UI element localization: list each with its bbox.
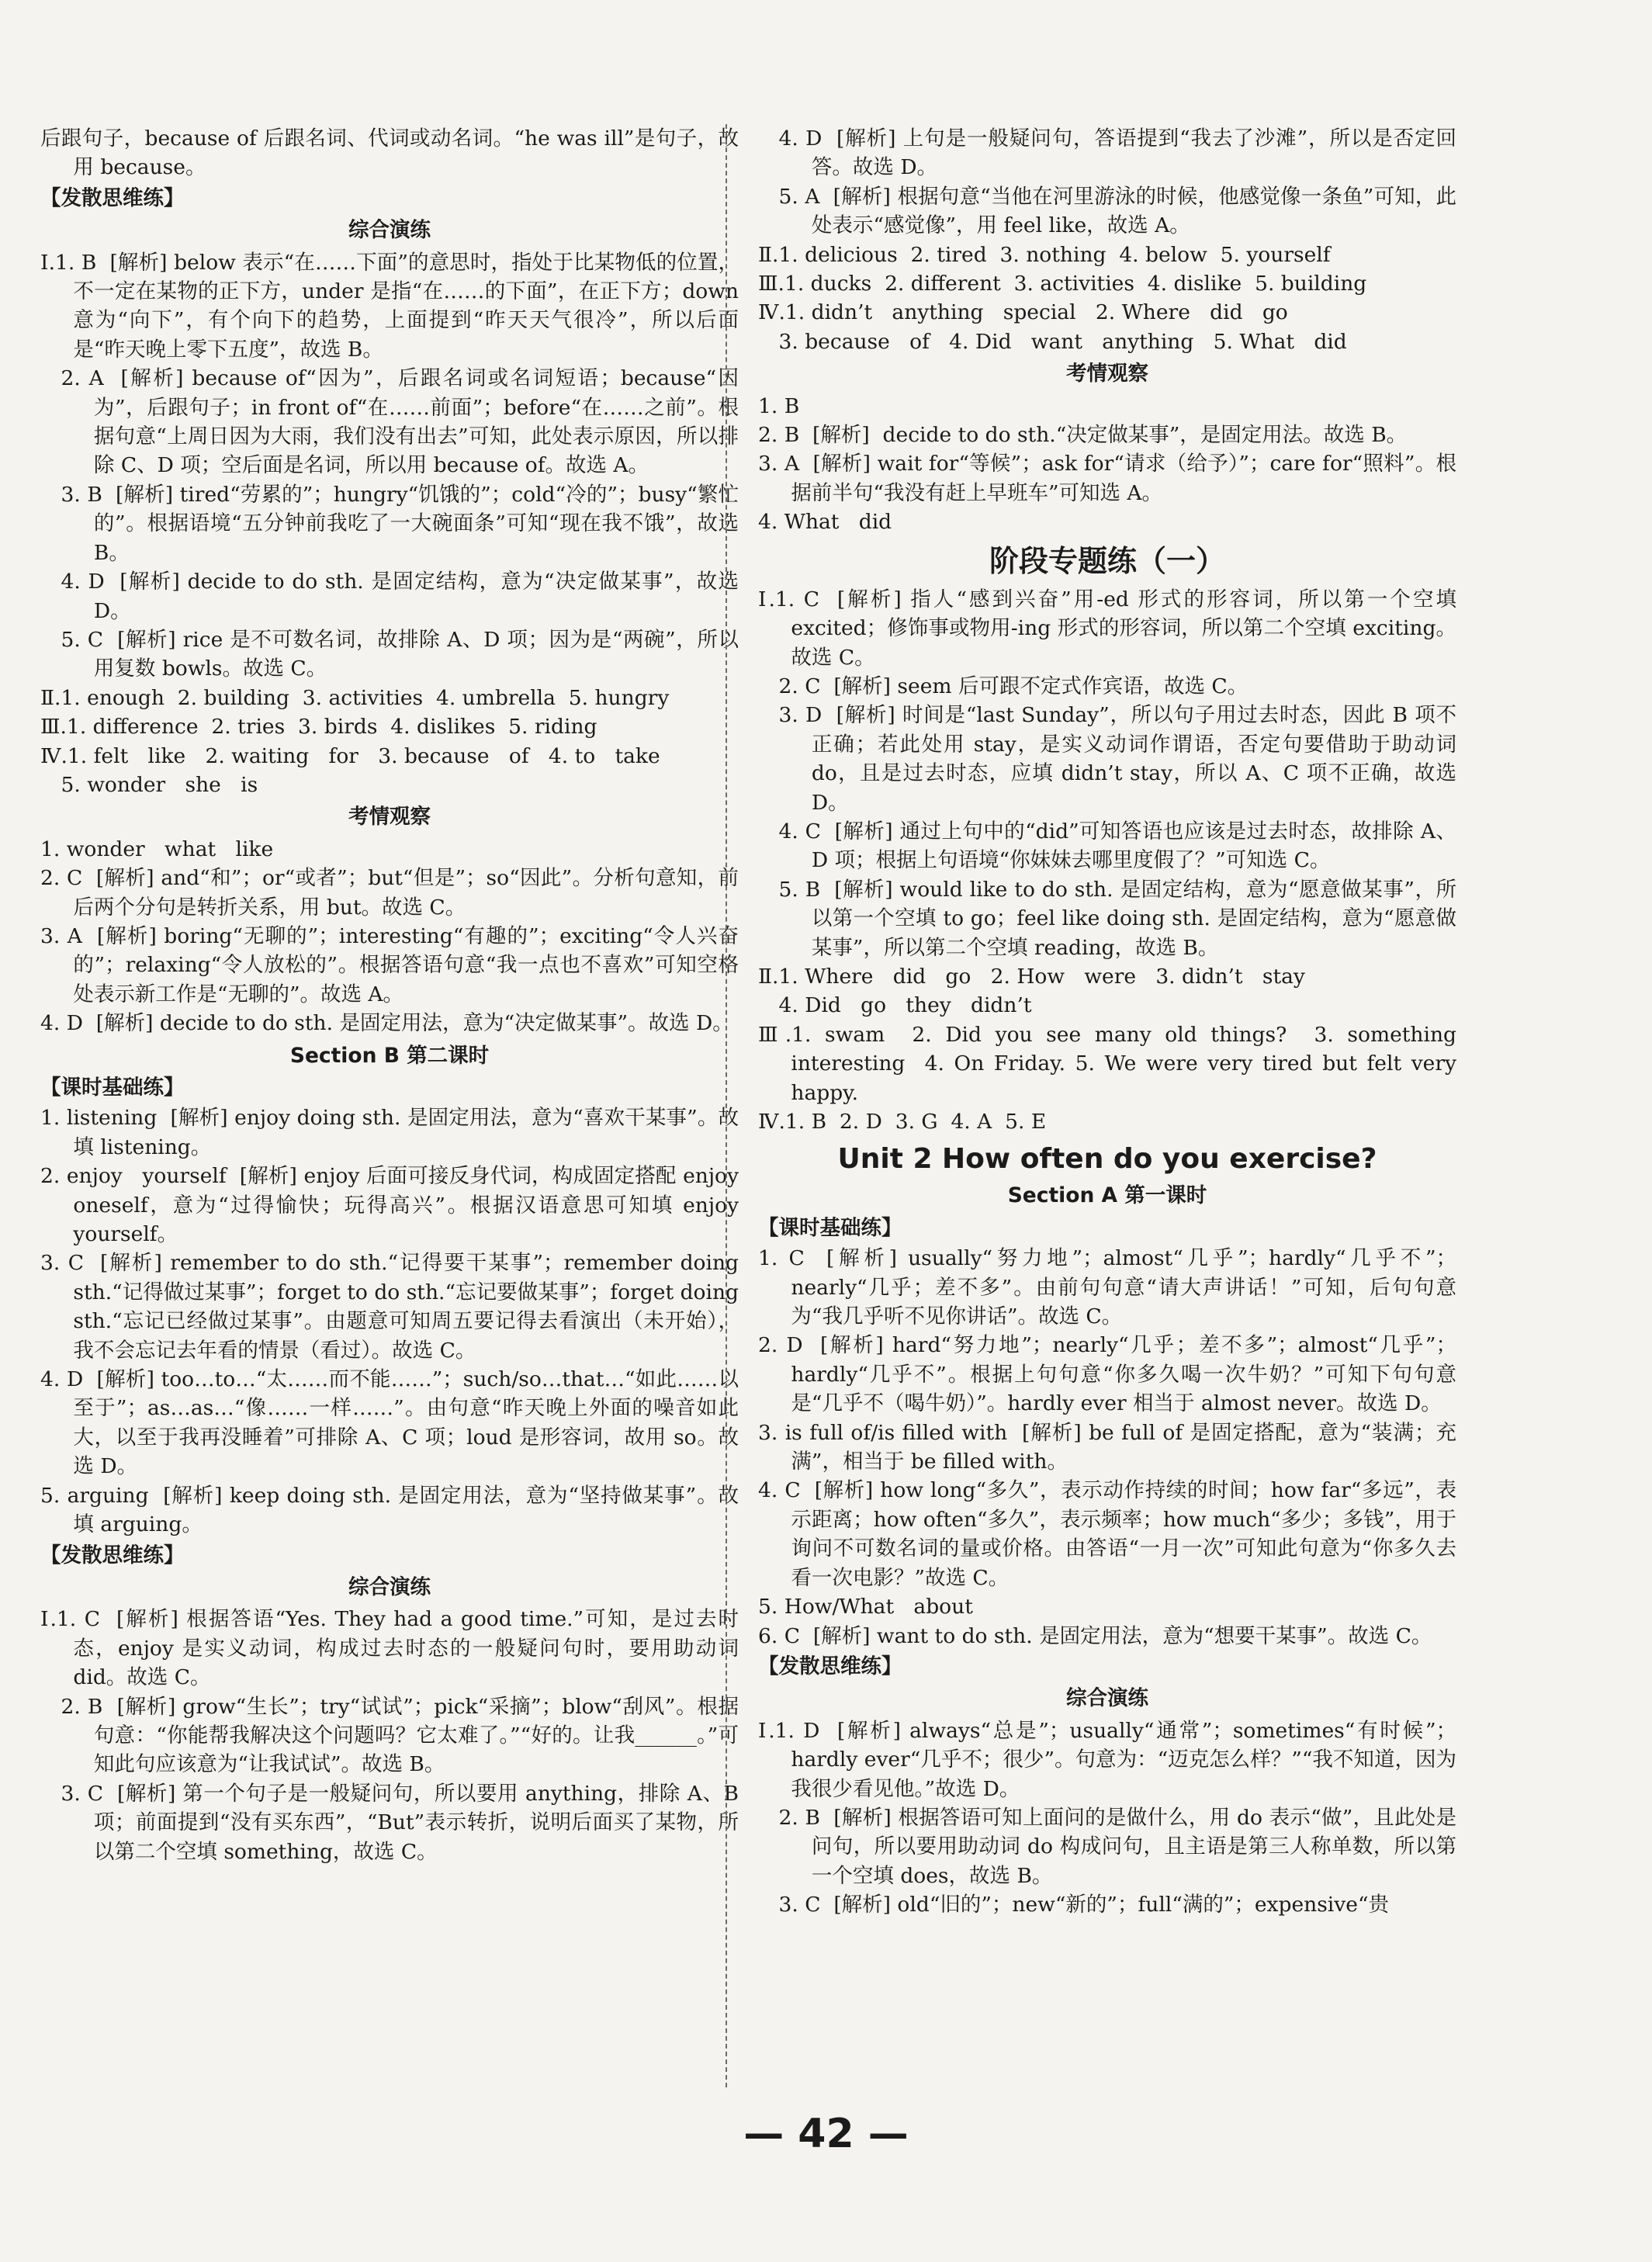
right-block-30: 【发散思维练】: [758, 1654, 902, 1678]
right-block-20: Ⅳ.1. B 2. D 3. G 4. A 5. E: [758, 1110, 1047, 1134]
right-block-13: 2. C [解析] seem 后可跟不定式作宾语，故选 C。: [778, 674, 1249, 698]
page-number: — 42 —: [743, 2111, 909, 2157]
right-block-16: 5. B [解析] would like to do sth. 是固定结构，意为“愿意做某事”，所以第一个空填 to go；feel like doing sth. 是固定结构，意为“愿意做某事”，所以第二个空填 reading，故选 B。: [778, 877, 1456, 960]
column-divider: [726, 124, 727, 2087]
left-block-27: 2. B [解析] grow“生长”；try“试试”；pick“采摘”；blow“刮风”。根据句意：“你能帮我解决这个问题吗？它太难了。”“好的。让我______。”可知此句应该意为“让我试试”。故选 B。: [61, 1694, 739, 1777]
left-block-8: Ⅱ.1. enough 2. building 3. activities 4. umbrella 5. hungry: [40, 685, 670, 710]
right-block-9: 3. A [解析] wait for“等候”；ask for“请求（给予）”；care for“照料”。根据前半句“我没有赶上早班车”可知选 A。: [758, 452, 1456, 505]
right-block-19: Ⅲ.1. swam 2. Did you see many old things? 3. something interesting 4. On Friday. 5. We were very tired but felt very happy.: [758, 1022, 1463, 1105]
left-column: [40, 124, 746, 1866]
left-block-25: 综合演练: [348, 1574, 431, 1599]
right-block-29: 6. C [解析] want to do sth. 是固定用法，意为“想要干某事”。故选 C。: [758, 1623, 1432, 1648]
right-block-2: Ⅱ.1. delicious 2. tired 3. nothing 4. below 5. yourself: [758, 242, 1331, 267]
left-block-16: 4. D [解析] decide to do sth. 是固定用法，意为“决定做某事”。故选 D。: [40, 1011, 733, 1036]
right-block-6: 考情观察: [1066, 362, 1148, 386]
right-block-1: 5. A [解析] 根据句意“当他在河里游泳的时候，他感觉像一条鱼”可知，此处表示“感觉像”，用 feel like，故选 A。: [778, 184, 1456, 238]
left-block-14: 2. C [解析] and“和”；or“或者”；but“但是”；so“因此”。分析句意知，前后两个分句是转折关系，用 but。故选 C。: [40, 866, 739, 920]
right-block-34: 3. C [解析] old“旧的”；new“新的”；full“满的”；expensive“贵: [778, 1893, 1389, 1917]
left-block-1: 【发散思维练】: [40, 185, 185, 210]
right-block-12: Ⅰ.1. C [解析] 指人“感到兴奋”用-ed 形式的形容词，所以第一个空填 excited；修饰事或物用-ing 形式的形容词，所以第二个空填 exciting。故选 C。: [758, 587, 1463, 670]
left-block-15: 3. A [解析] boring“无聊的”；interesting“有趣的”；exciting“令人兴奋的”；relaxing“令人放松的”。根据答语句意“我一点也不喜欢”可知空格处表示新工作是“无聊的”。故选 A。: [40, 923, 739, 1006]
right-block-21: Unit 2 How often do you exercise?: [837, 1143, 1377, 1176]
right-block-18: 4. Did go they didn’t: [778, 993, 1032, 1018]
right-block-10: 4. What did: [758, 510, 892, 535]
left-block-5: 3. B [解析] tired“劳累的”；hungry“饥饿的”；cold“冷的”；busy“繁忙的”。根据语境“五分钟前我吃了一大碗面条”可知“现在我不饿”，故选 B。: [61, 482, 746, 565]
left-block-4: 2. A [解析] because of“因为”，后跟名词或名词短语；because“因为”，后跟句子；in front of“在……前面”；before“在……之前”。根据句意“上周日因为大雨，我们没有出去”可知，此处表示原因，所以排除 C、D 项；空后面是名词，所以用 because of。故选 A。: [61, 366, 739, 478]
right-block-25: 2. D [解析] hard“努力地”；nearly“几乎；差不多”；almost“几乎”；hardly“几乎不”。根据上句句意“你多久喝一次牛奶？”可知下句句意是“几乎不（喝牛奶）”。hardly ever 相当于 almost never。故选 D。: [758, 1333, 1456, 1416]
left-block-12: 考情观察: [348, 805, 431, 830]
left-block-11: 5. wonder she is: [61, 772, 258, 797]
right-column: [758, 124, 1463, 1920]
right-block-26: 3. is full of/is filled with [解析] be full of 是固定搭配，意为“装满；充满”，相当于 be filled with。: [758, 1420, 1456, 1474]
right-block-27: 4. C [解析] how long“多久”，表示动作持续的时间；how far“多远”，表示距离；how often“多久”，表示频率；how much“多少；多钱”，用于询问不可数名词的量或价格。由答语“一月一次”可知此句意为“你多久去看一次电影？”故选 C。: [758, 1478, 1456, 1590]
left-block-21: 3. C [解析] remember to do sth.“记得要干某事”；remember doing sth.“记得做过某事”；forget to do sth.“忘记要做某事”；forget doing sth.“忘记已经做过某事”。由题意可知周五要记得去看演出（未开始），我不会忘记去年看的情景（看过）。故选 C。: [40, 1251, 746, 1363]
right-block-32: Ⅰ.1. D [解析] always“总是”；usually“通常”；sometimes“有时候”；hardly ever“几乎不；很少”。句意为：“迈克怎么样？”“我不知道，因为我很少看见他。”故选 D。: [758, 1718, 1456, 1801]
left-block-24: 【发散思维练】: [40, 1543, 185, 1567]
right-block-15: 4. C [解析] 通过上句中的“did”可知答语也应该是过去时态，故排除 A、D 项；根据上句语境“你妹妹去哪里度假了？”可知选 C。: [778, 819, 1456, 873]
right-block-22: Section A 第一课时: [1007, 1183, 1207, 1208]
left-block-0: 后跟句子，because of 后跟名词、代词或动名词。“he was ill”是句子，故用 because。: [40, 126, 739, 180]
left-block-9: Ⅲ.1. difference 2. tries 3. birds 4. dislikes 5. riding: [40, 715, 597, 740]
right-block-31: 综合演练: [1066, 1686, 1148, 1711]
right-block-3: Ⅲ.1. ducks 2. different 3. activities 4. dislike 5. building: [758, 272, 1367, 296]
left-block-22: 4. D [解析] too…to…“太……而不能……”；such/so…that…“如此……以至于”；as…as…“像……一样……”。由句意“昨天晚上外面的噪音如此大，以至于我再没睡着”可排除 A、C 项；loud 是形容词，故用 so。故选 D。: [40, 1367, 739, 1479]
left-block-26: Ⅰ.1. C [解析] 根据答语“Yes. They had a good time.”可知，是过去时态，enjoy 是实义动词，构成过去时态的一般疑问句时，要用助动词 did。故选 C。: [40, 1607, 746, 1690]
right-block-5: 3. because of 4. Did want anything 5. What did: [778, 329, 1347, 354]
right-block-14: 3. D [解析] 时间是“last Sunday”，所以句子用过去时态，因此 B 项不正确；若此处用 stay，是实义动词作谓语，否定句要借助于助动词 do，且是过去时态，应填 didn’t stay，所以 A、C 项不正确，故选 D。: [778, 703, 1463, 815]
right-block-11: 阶段专题练（一）: [989, 543, 1225, 578]
right-block-0: 4. D [解析] 上句是一般疑问句，答语提到“我去了沙滩”，所以是否定回答。故选 D。: [778, 126, 1456, 180]
right-block-7: 1. B: [758, 393, 800, 418]
right-block-8: 2. B [解析] decide to do sth.“决定做某事”，是固定用法。故选 B。: [758, 423, 1408, 448]
right-block-28: 5. How/What about: [758, 1595, 973, 1619]
left-block-23: 5. arguing [解析] keep doing sth. 是固定用法，意为“坚持做某事”。故填 arguing。: [40, 1483, 739, 1537]
right-block-24: 1. C [解析] usually“努力地”；almost“几乎”；hardly“几乎不”；nearly“几乎；差不多”。由前句句意“请大声讲话！”可知，后句句意为“我几乎听不见你讲话”。故选 C。: [758, 1246, 1456, 1329]
left-block-20: 2. enjoy yourself [解析] enjoy 后面可接反身代词，构成固定搭配 enjoy oneself，意为“过得愉快；玩得高兴”。根据汉语意思可知填 enjoy yourself。: [40, 1164, 746, 1247]
left-block-13: 1. wonder what like: [40, 837, 274, 861]
left-block-7: 5. C [解析] rice 是不可数名词，故排除 A、D 项；因为是“两碗”，所以用复数 bowls。故选 C。: [61, 627, 739, 681]
right-block-23: 【课时基础练】: [758, 1215, 902, 1240]
right-block-33: 2. B [解析] 根据答语可知上面问的是做什么，用 do 表示“做”，且此处是问句，所以要用助动词 do 构成问句，且主语是第三人称单数，所以第一个空填 does，故选 B。: [778, 1805, 1456, 1888]
left-block-10: Ⅳ.1. felt like 2. waiting for 3. because of 4. to take: [40, 743, 660, 768]
left-block-2: 综合演练: [348, 218, 431, 243]
left-block-19: 1. listening [解析] enjoy doing sth. 是固定用法，意为“喜欢干某事”。故填 listening。: [40, 1106, 739, 1159]
right-block-17: Ⅱ.1. Where did go 2. How were 3. didn’t stay: [758, 964, 1305, 989]
left-block-17: Section B 第二课时: [289, 1043, 490, 1068]
left-block-28: 3. C [解析] 第一个句子是一般疑问句，所以要用 anything，排除 A、B 项；前面提到“没有买东西”，“But”表示转折，说明后面买了某物，所以第二个空填 something，故选 C。: [61, 1781, 746, 1864]
right-block-4: Ⅳ.1. didn’t anything special 2. Where did go: [758, 300, 1288, 325]
left-block-6: 4. D [解析] decide to do sth. 是固定结构，意为“决定做某事”，故选 D。: [61, 570, 746, 623]
left-block-3: Ⅰ.1. B [解析] below 表示“在……下面”的意思时，指处于比某物低的位置，不一定在某物的正下方，under 是指“在……的下面”，在正下方；down 意为“向下”，有个向下的趋势，上面提到“昨天天气很冷”，所以后面是“昨天晚上零下五度”，故选 B。: [40, 250, 746, 362]
left-block-18: 【课时基础练】: [40, 1076, 185, 1100]
